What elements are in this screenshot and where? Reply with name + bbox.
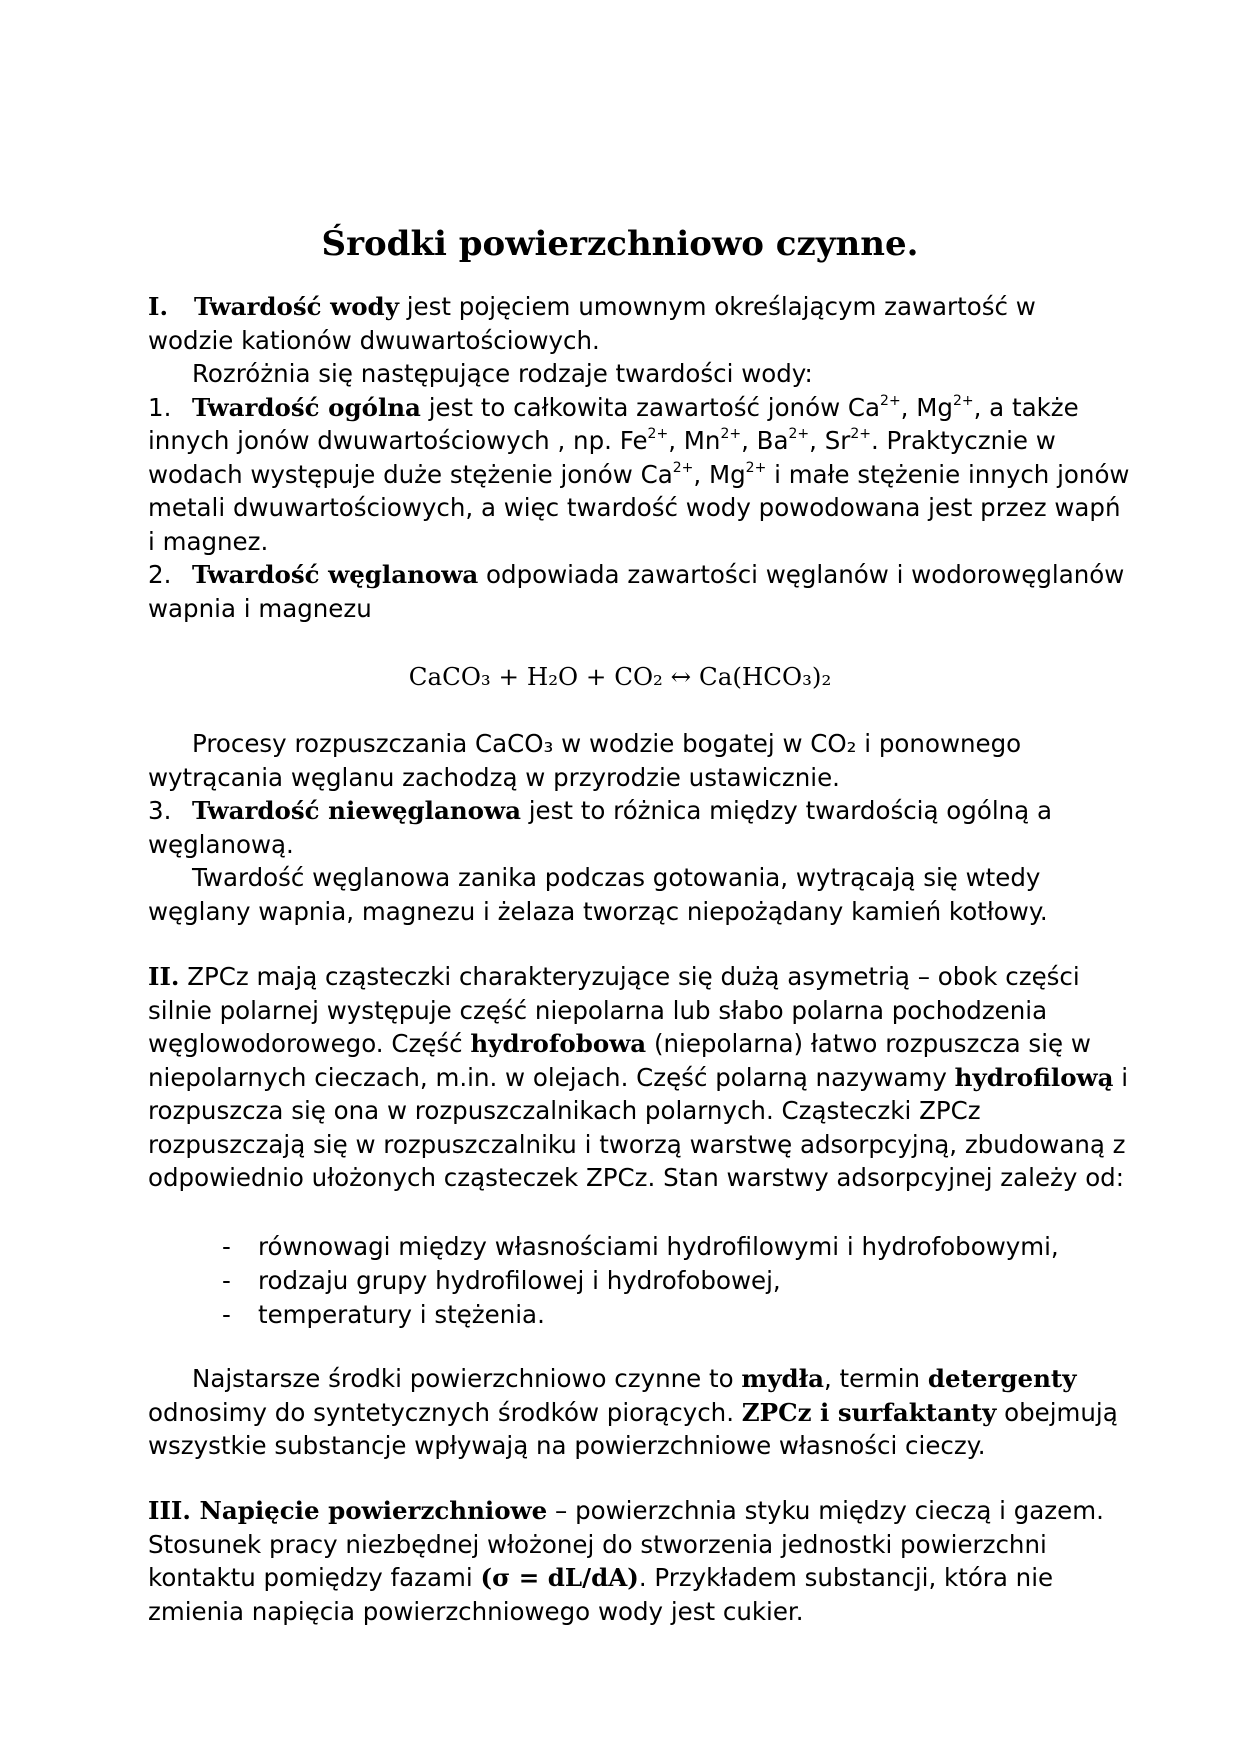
term-twardosc-wody: Twardość wody <box>194 292 399 321</box>
term-detergenty: detergenty <box>927 1364 1077 1393</box>
bullet-list <box>222 1230 1082 1332</box>
term-napiecie-powierzchniowe: Napięcie powierzchniowe <box>190 1496 548 1525</box>
item-2-line-1: 2. Twardość węglanowa odpowiada zawartości węglanów i wodorowęglanów <box>148 558 1098 592</box>
section-1-continued: Procesy rozpuszczania CaCO₃ w wodzie bogatej w CO₂ i ponownego wytrącania węglanu zachodzą w przyrodzie ustawicznie. 3. Twardość niewęglanowa jest to różnica między twardością ogólną a węglanową. Twardość węglanowa zanika podczas gotowania, wytrącają się wtedy węglany wapnia, magnezu i żelaza tworząc niepożądany kamień kotłowy. <box>148 727 1098 928</box>
formula-sigma: (σ = dL/dA) <box>480 1563 639 1592</box>
item-1-number: 1. <box>148 392 172 422</box>
term-hydrofobowa: hydrofobowa <box>470 1029 647 1058</box>
list-item: - równowagi między własnościami hydrofilowymi i hydrofobowymi, <box>222 1232 1059 1261</box>
term-mydla: mydła <box>741 1364 824 1393</box>
item-1-line-2: innych jonów dwuwartościowych , np. $Fe^{2+}$, $Mn^{2+}$, $Ba^{2+}$, $Sr^{2+}$. Praktycznie w <box>148 426 1056 455</box>
list-item: - rodzaju grupy hydrofilowej i hydrofobowej, <box>222 1266 781 1295</box>
section-1-line-1: I. Twardość wody jest pojęciem umownym określającym zawartość w <box>148 290 1098 324</box>
section-3-number: III. <box>148 1496 191 1525</box>
chemical-equation: CaCO₃ + H₂O + CO₂ ↔ Ca(HCO₃)₂ <box>408 662 832 691</box>
term-twardosc-nieweglanowa: Twardość niewęglanowa <box>192 796 521 825</box>
item-3-number: 3. <box>148 796 172 825</box>
section-3: III. Napięcie powierzchniowe – powierzchnia styku między cieczą i gazem. Stosunek pracy niezbędnej włożonej do stworzenia jednostki powierzchni kontaktu pomiędzy fazami (σ = dL/dA). Przykładem substancji, która nie zmienia napięcia powierzchniowego wody jest cukier. <box>148 1496 1104 1626</box>
term-twardosc-ogolna: Twardość ogólna <box>192 392 421 422</box>
item-2-number: 2. <box>148 560 172 589</box>
item-3-line-1: 3. Twardość niewęglanowa jest to różnica między twardością ogólną a <box>148 794 1098 828</box>
term-zpcz-surfaktanty: ZPCz i surfaktanty <box>741 1397 997 1427</box>
section-2: II. ZPCz mają cząsteczki charakteryzujące się dużą asymetrią – obok części silnie polarnej występuje część niepolarna lub słabo polarna pochodzenia węglowodorowego. Część hydrofobowa (niepolarna) łatwo rozpuszcza się w niepolarnych cieczach, m.in. w olejach. Część polarną nazywamy hydrofilową i rozpuszcza się ona w rozpuszczalnikach polarnych. Cząsteczki ZPCz rozpuszczają się w rozpuszczalniku i tworzą warstwę adsorpcyjną, zbudowaną z odpowiednio ułożonych cząsteczek ZPCz. Stan warstwy adsorpcyjnej zależy od: <box>148 962 1129 1192</box>
page-title: Środki powierzchniowo czynne. <box>321 224 919 264</box>
section-2-line-1: II. ZPCz mają cząsteczki charakteryzujące się dużą asymetrią – obok części <box>148 962 1080 991</box>
section-1-number: I. <box>148 292 168 321</box>
item-1-line-3: wodach występuje duże stężenie jonów $Ca^{2+}$, $Mg^{2+}$ i małe stężenie innych jonów <box>148 459 1130 489</box>
term-hydrofilowa: hydrofilową <box>954 1062 1114 1092</box>
list-item: - temperatury i stężenia. <box>222 1300 545 1329</box>
section-3-line-1: III. Napięcie powierzchniowe – powierzchnia styku między cieczą i gazem. <box>148 1496 1104 1525</box>
section-2-number: II. <box>148 962 180 991</box>
term-twardosc-weglanowa: Twardość węglanowa <box>192 560 479 589</box>
item-1-line-1: 1. Twardość ogólna jest to całkowita zawartość jonów $Ca^{2+}$, $Mg^{2+}$, a także <box>148 391 1098 425</box>
section-1: I. Twardość wody jest pojęciem umownym określającym zawartość w wodzie kationów dwuwartościowych. Rozróżnia się następujące rodzaje twardości wody: 1. Twardość ogólna jest to całkowita zawartość jonów $Ca^{2+}$, $Mg^{2+}$, a także innych jonów dwuwartościowych , np. $Fe^{2+}$, $Mn^{2+}$, $Ba^{2+}$, $Sr^{2+}$. Praktycznie w wodach występuje duże stężenie jonów $Ca^{2+}$, $Mg^{2+}$ i małe stężenie innych jonów metali dwuwartościowych, a więc twardość wody powodowana jest przez wapń i magnez. 2. Twardość węglanowa odpowiada zawartości węglanów i wodorowęglanów wapnia i magnezu <box>148 292 1130 623</box>
section-2-paragraph: Najstarsze środki powierzchniowo czynne to mydła, termin detergenty odnosimy do syntetycznych środków piorących. ZPCz i surfaktanty obejmują wszystkie substancje wpływają na powierzchniowe własności cieczy. <box>148 1364 1118 1460</box>
